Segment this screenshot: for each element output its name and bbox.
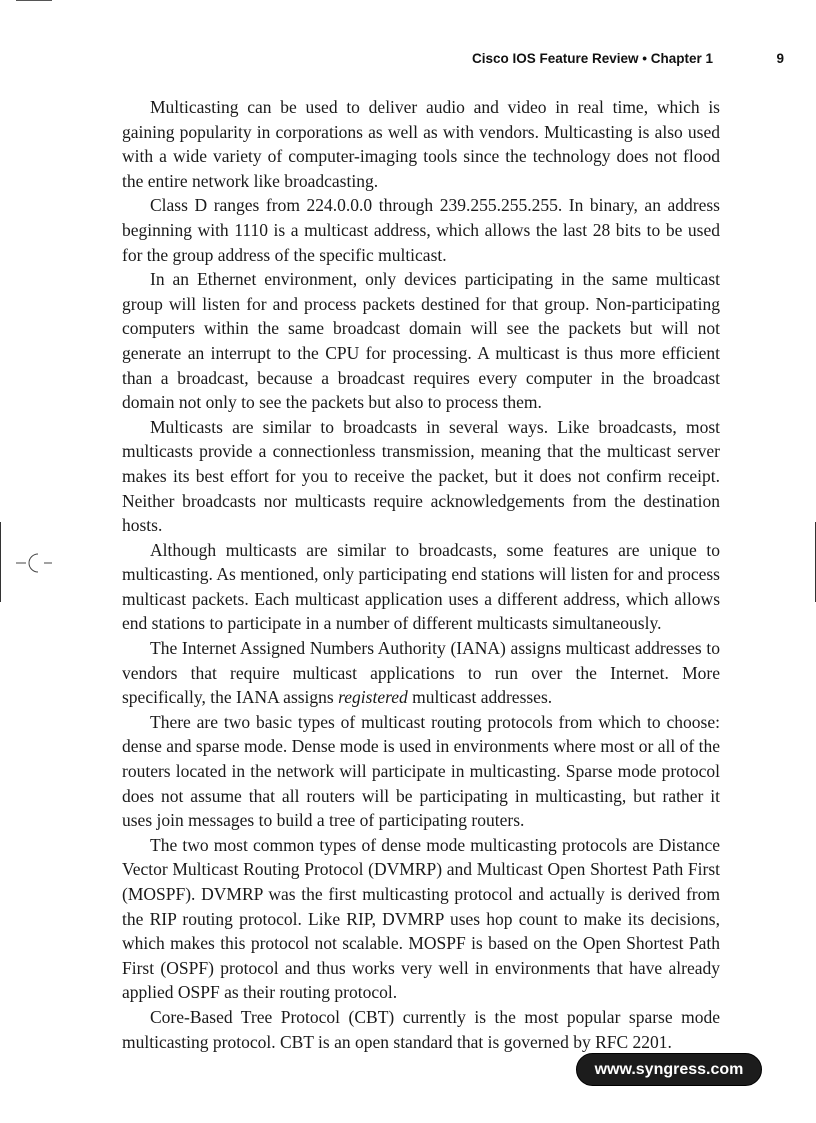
paragraph	[122, 636, 720, 710]
margin-rule-left	[0, 522, 1, 602]
paragraph: Multicasts are similar to broadcasts in several ways. Like broadcasts, most multicasts provide a connectionless transmission, meaning that the multicast server makes its best effort for you to receive the packet, but it does not confirm receipt. Neither broadcasts nor multicasts require acknowledgements from the destination hosts.	[122, 416, 720, 536]
paragraph: There are two basic types of multicast routing protocols from which to choose: dense and sparse mode. Dense mode is used in environments where most or all of the routers located in the network will participate in multicasting. Sparse mode protocol does not assume that all routers will be participating in multicasting, but rather it uses join messages to build a tree of participating routers.	[122, 711, 720, 831]
page-number: 9	[776, 51, 784, 66]
paragraph: The two most common types of dense mode multicasting protocols are Distance Vector Multicast Routing Protocol (DVMRP) and Multicast Open Shortest Path First (MOSPF). DVMRP was the first multicasting protocol and actually is derived from the RIP routing protocol. Like RIP, DVMRP uses hop count to make its decisions, which makes this protocol not scalable. MOSPF is based on the Open Shortest Path First (OSPF) protocol and thus works very well in environments that have already applied OSPF as their routing protocol.	[122, 834, 720, 1003]
paragraph: Class D ranges from 224.0.0.0 through 239.255.255.255. In binary, an address beginning with 1110 is a multicast address, which allows the last 28 bits to be used for the group address of the specific multicast.	[122, 195, 720, 265]
registration-mark-icon	[14, 548, 54, 578]
body-text	[122, 95, 720, 1054]
running-header	[472, 51, 784, 71]
paragraph: In an Ethernet environment, only devices participating in the same multicast group will listen for and process packets destined for that group. Non-participating computers within the same broadcast domain will see the packets but will not generate an interrupt to the CPU for processing. A multicast is thus more efficient than a broadcast, because a broadcast requires every computer in the broadcast domain not only to see the packets but also to process them.	[122, 269, 720, 413]
running-head-title: Cisco IOS Feature Review • Chapter 1	[472, 51, 714, 66]
paragraph: Multicasting can be used to deliver audio and video in real time, which is gaining popularity in corporations as well as with vendors. Multicasting is also used with a wide variety of computer-imaging tools since the technology does not flood the entire network like broadcasting.	[122, 97, 720, 191]
website-badge: www.syngress.com	[576, 1053, 762, 1086]
crop-mark-top	[16, 0, 52, 1]
paragraph: Core-Based Tree Protocol (CBT) currently is the most popular sparse mode multicasting protocol. CBT is an open standard that is governed by RFC 2201.	[122, 1006, 720, 1052]
emphasized-term: registered	[338, 687, 408, 708]
paragraph: Although multicasts are similar to broadcasts, some features are unique to multicasting. As mentioned, only participating end stations will listen for and process multicast packets. Each multicast application uses a different address, which allows end stations to participate in a number of different multicasts simultaneously.	[122, 539, 720, 634]
paragraph-text: The Internet Assigned Numbers Authority (IANA) assigns multicast addresses to vendors that require multicast applications to run over the Internet. More specifically, the IANA assigns	[122, 638, 720, 708]
paragraph-text: multicast addresses.	[407, 687, 553, 708]
